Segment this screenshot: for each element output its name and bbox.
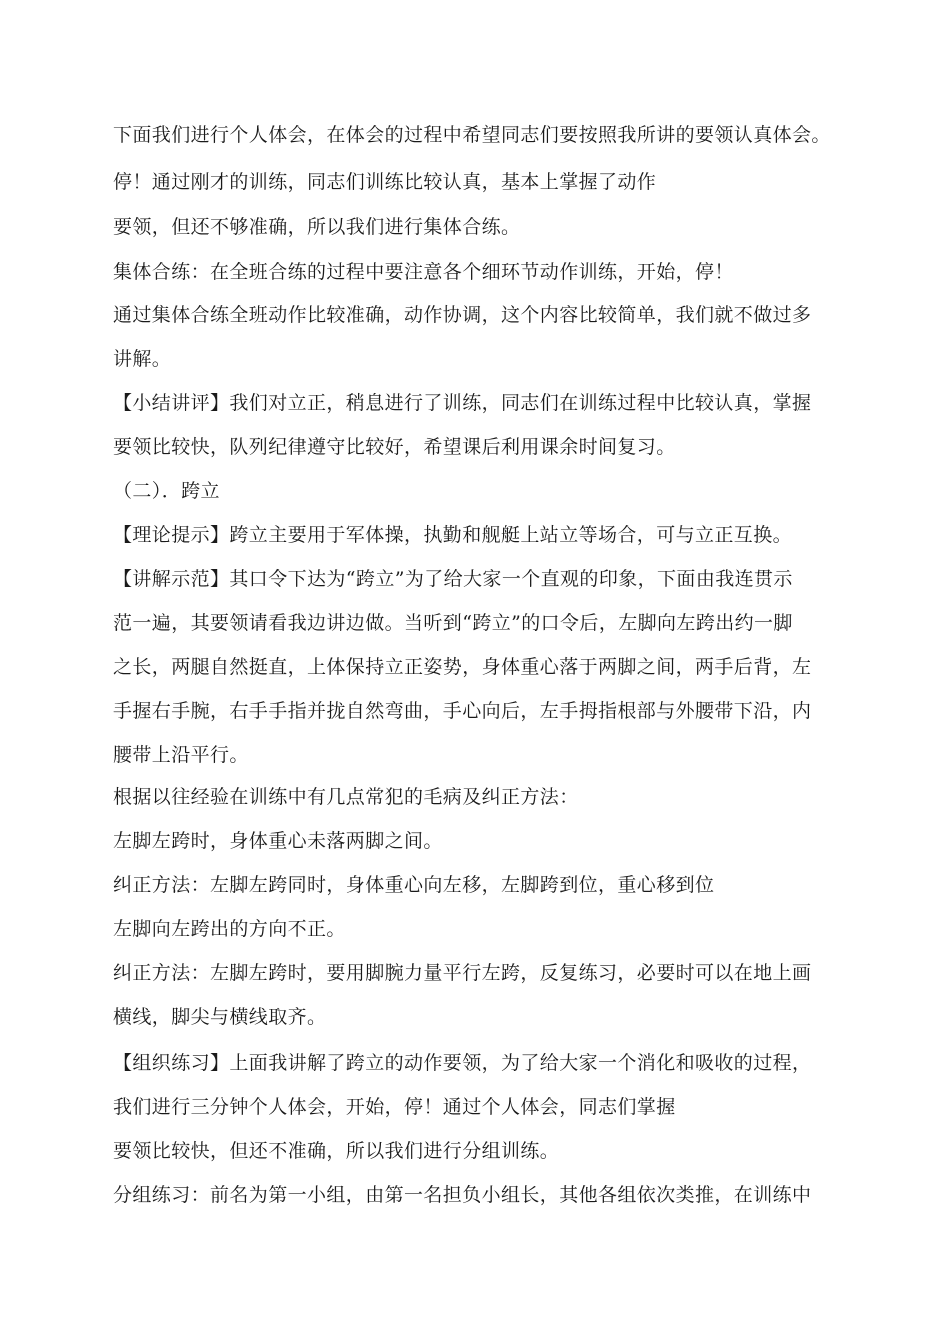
text-line: 要领比较快，队列纪律遵守比较好，希望课后利用课余时间复习。 <box>113 436 676 458</box>
text-line: 腰带上沿平行。 <box>113 744 249 766</box>
text-line: 【讲解示范】其口令下达为“跨立”为了给大家一个直观的印象，下面由我连贯示 <box>113 568 793 590</box>
text-line: 之长，两腿自然挺直，上体保持立正姿势，身体重心落于两脚之间，两手后背，左 <box>113 656 812 678</box>
section-heading: （二）．跨立 <box>113 480 220 502</box>
text-line: 下面我们进行个人体会，在体会的过程中希望同志们要按照我所讲的要领认真体会。 <box>113 124 831 146</box>
text-line: 讲解。 <box>113 348 172 370</box>
text-line: 要领比较快，但还不准确，所以我们进行分组训练。 <box>113 1140 560 1162</box>
text-line: 根据以往经验在训练中有几点常犯的毛病及纠正方法： <box>113 786 579 808</box>
text-line: 要领，但还不够准确，所以我们进行集体合练。 <box>113 216 521 238</box>
text-line: 集体合练：在全班合练的过程中要注意各个细环节动作训练，开始，停！ <box>113 261 734 283</box>
text-line: 横线，脚尖与横线取齐。 <box>113 1006 327 1028</box>
text-line: 范一遍，其要领请看我边讲边做。当听到“跨立”的口令后，左脚向左跨出约一脚 <box>113 612 793 634</box>
text-line: 分组练习：前名为第一小组，由第一名担负小组长，其他各组依次类推，在训练中 <box>113 1184 812 1206</box>
text-line: 纠正方法：左脚左跨时，要用脚腕力量平行左跨，反复练习，必要时可以在地上画 <box>113 962 812 984</box>
text-line: 我们进行三分钟个人体会，开始，停！通过个人体会，同志们掌握 <box>113 1096 676 1118</box>
text-line: 左脚左跨时，身体重心未落两脚之间。 <box>113 830 443 852</box>
text-line: 左脚向左跨出的方向不正。 <box>113 918 346 940</box>
text-line: 停！通过刚才的训练，同志们训练比较认真，基本上掌握了动作 <box>113 171 657 193</box>
text-line: 【组织练习】上面我讲解了跨立的动作要领，为了给大家一个消化和吸收的过程， <box>113 1052 812 1074</box>
text-line: 纠正方法：左脚左跨同时，身体重心向左移，左脚跨到位，重心移到位 <box>113 874 715 896</box>
text-line: 【小结讲评】我们对立正，稍息进行了训练，同志们在训练过程中比较认真，掌握 <box>113 392 812 414</box>
text-line: 【理论提示】跨立主要用于军体操，执勤和舰艇上站立等场合，可与立正互换。 <box>113 524 793 546</box>
text-line: 通过集体合练全班动作比较准确，动作协调，这个内容比较简单，我们就不做过多 <box>113 304 812 326</box>
text-line: 手握右手腕，右手手指并拢自然弯曲，手心向后，左手拇指根部与外腰带下沿，内 <box>113 700 812 722</box>
